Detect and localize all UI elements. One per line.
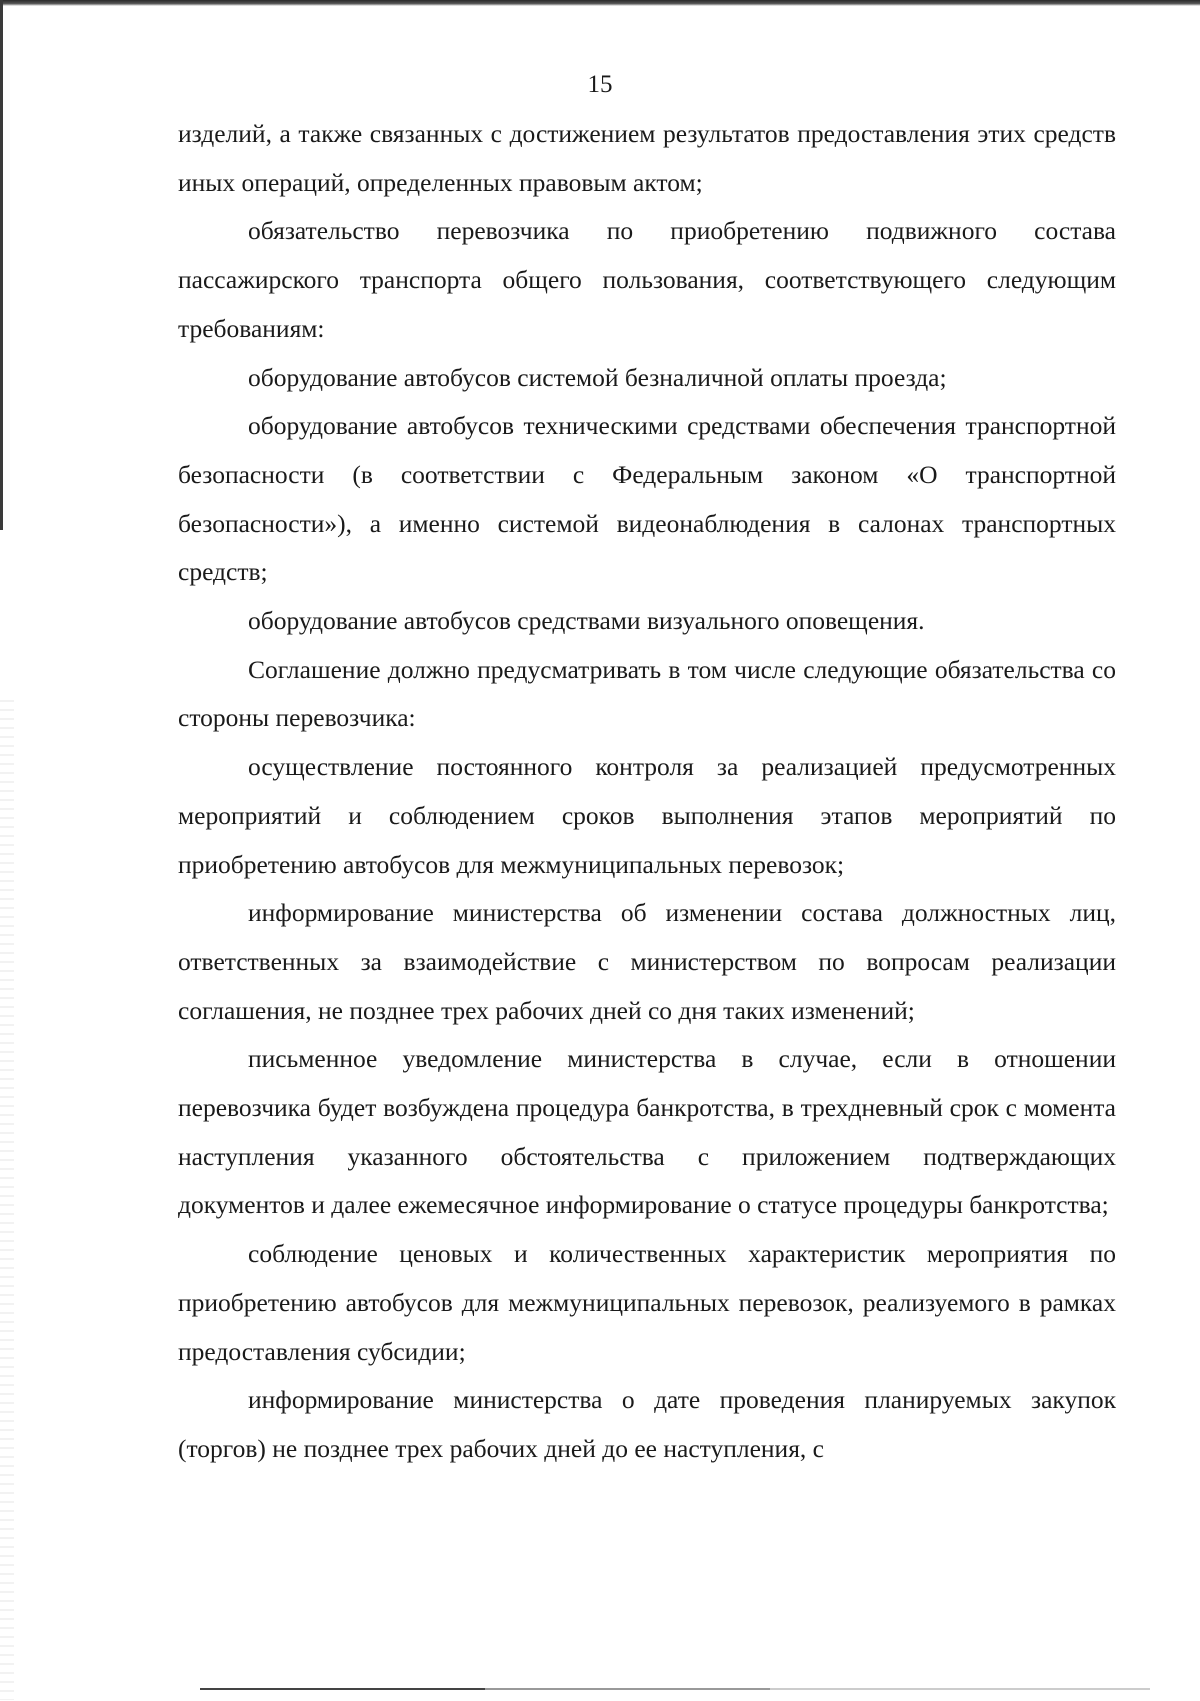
- scan-top-edge: [0, 0, 1200, 6]
- scan-left-noise: [0, 700, 14, 1700]
- paragraph-cashless-payment: оборудование автобусов системой безналичной оплаты проезда;: [248, 362, 947, 392]
- paragraph-price-characteristics: соблюдение ценовых и количественных характеристик мероприятия по приобретению автобусов для межмуниципальных перевозок, реализуемого в рамках предоставления субсидии;: [178, 1239, 1116, 1366]
- document-body: [178, 110, 1116, 1474]
- paragraph-carrier-obligation: обязательство перевозчика по приобретению подвижного состава пассажирского транспорта общего пользования, соответствующего следующим требованиям:: [178, 216, 1116, 343]
- page-number: 15: [587, 71, 613, 98]
- paragraph-transport-security: оборудование автобусов техническими средствами обеспечения транспортной безопасности (в соответствии с Федеральным законом «О транспортной безопасности»), а именно системой видеонаблюдения в салонах транспортных средств;: [178, 411, 1116, 587]
- scan-bottom-edge: [200, 1688, 1150, 1690]
- paragraph-control: осуществление постоянного контроля за реализацией предусмотренных мероприятий и соблюдением сроков выполнения этапов мероприятий по приобретению автобусов для межмуниципальных перевозок;: [178, 752, 1116, 879]
- paragraph-bankruptcy: письменное уведомление министерства в случае, если в отношении перевозчика будет возбуждена процедура банкротства, в трехдневный срок с момента наступления указанного обстоятельства с приложением подтверждающих документов и далее ежемесячное информирование о статусе процедуры банкротства;: [178, 1044, 1116, 1220]
- paragraph-procurement-info: информирование министерства о дате проведения планируемых закупок (торгов) не позднее трех рабочих дней до ее наступления, с: [178, 1385, 1116, 1463]
- paragraph-visual-notification: оборудование автобусов средствами визуального оповещения.: [248, 606, 925, 636]
- paragraph-continuation: изделий, а также связанных с достижением результатов предоставления этих средств иных операций, определенных правовым актом;: [178, 119, 1116, 197]
- paragraph-staff-changes: информирование министерства об изменении состава должностных лиц, ответственных за взаимодействие с министерством по вопросам реализации соглашения, не позднее трех рабочих дней со дня таких изменений;: [178, 898, 1116, 1025]
- paragraph-agreement-obligations: Соглашение должно предусматривать в том числе следующие обязательства со стороны перевозчика:: [178, 654, 1116, 733]
